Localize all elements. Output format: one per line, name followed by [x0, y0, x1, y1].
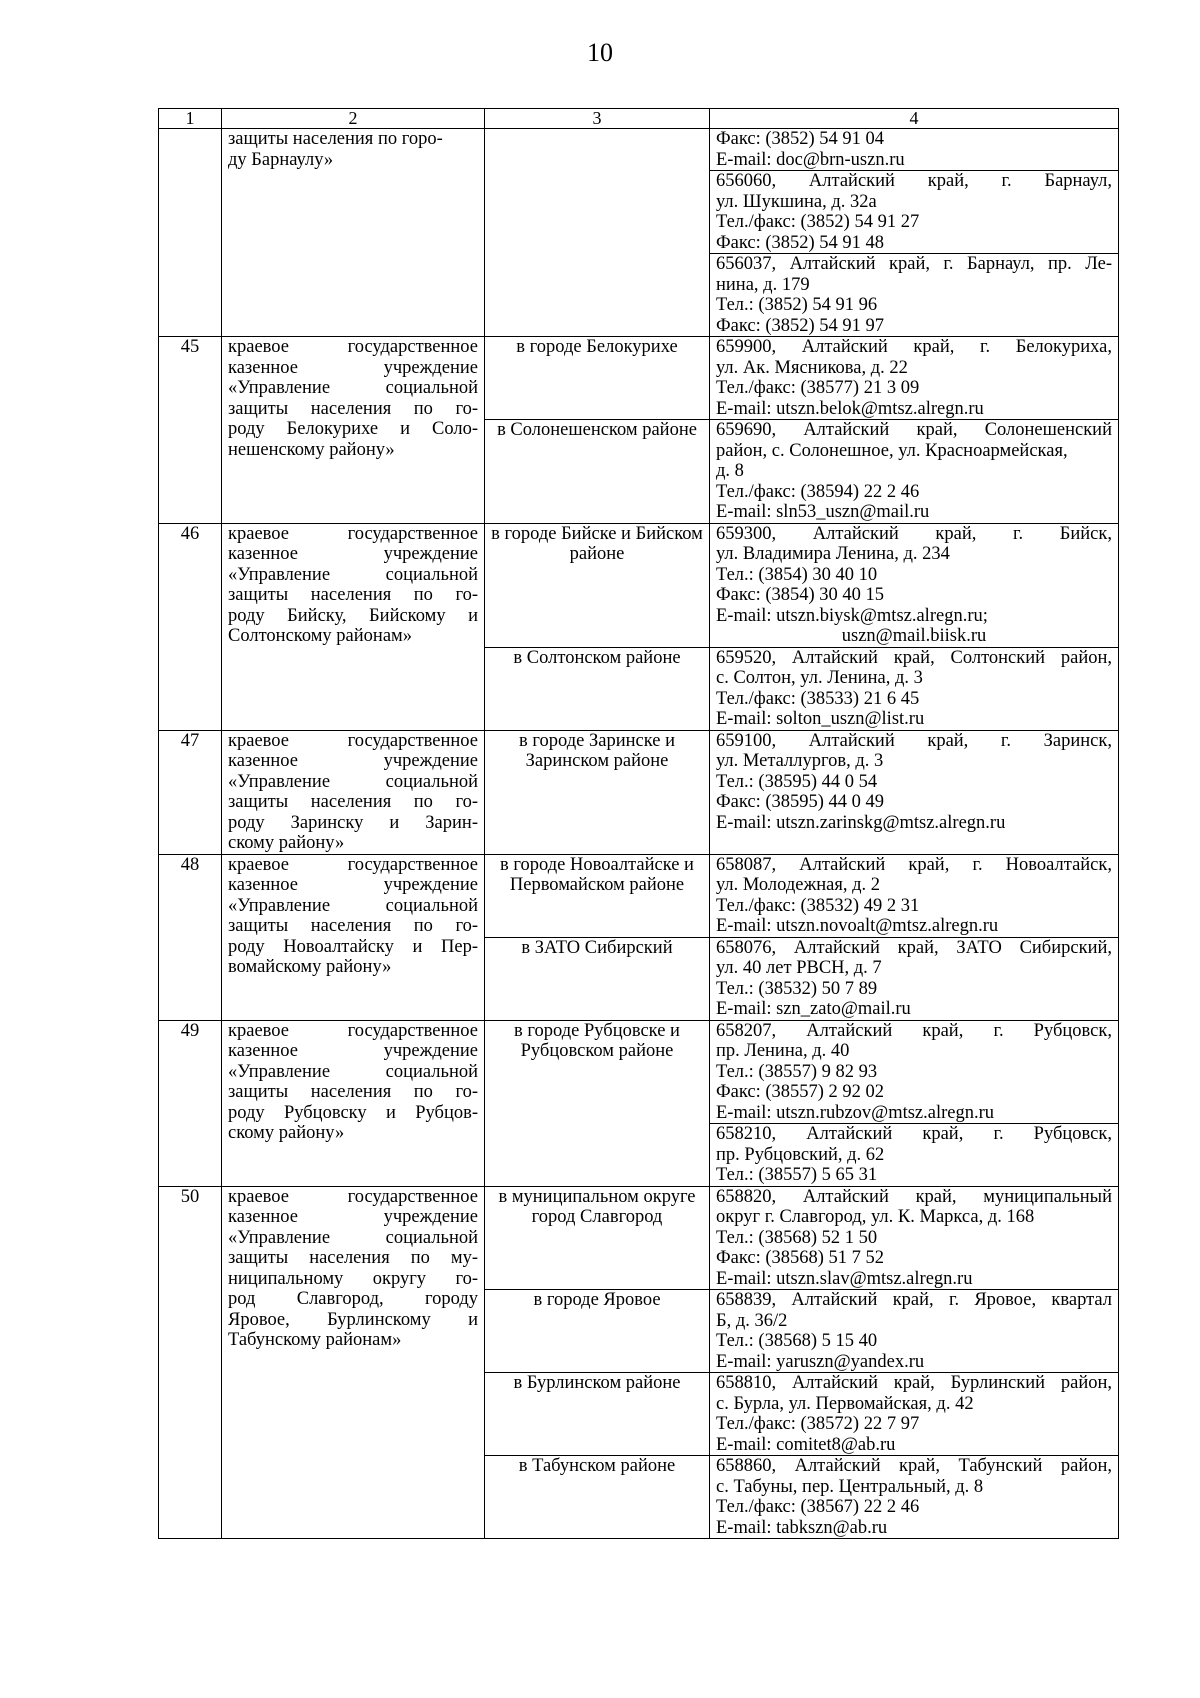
contact-line: Факс: (38557) 2 92 02: [716, 1082, 885, 1102]
contact-line: с. Бурла, ул. Первомайская, д. 42: [716, 1393, 974, 1414]
institution-name-line: защиты населения по го-: [228, 398, 478, 419]
institution-name-line: защиты населения по го-: [228, 916, 478, 936]
institution-name-line: ду Барнаулу»: [228, 149, 334, 170]
contact-line: ул. Шукшина, д. 32а: [716, 191, 877, 212]
contact-line: 658820, Алтайский край, муниципальный: [716, 1186, 1112, 1207]
institution-name-line: защиты населения по го-: [228, 792, 478, 812]
contact-address: [710, 1456, 1119, 1539]
institution-name-line: защиты населения по го-: [228, 585, 478, 605]
contact-line: E-mail: yaruszn@yandex.ru: [716, 1351, 925, 1372]
institution-name-line: скому району»: [228, 1123, 345, 1143]
service-area: в городе Яровое: [485, 1290, 710, 1373]
institution-name-line: скому району»: [228, 833, 345, 853]
service-area: в Бурлинском районе: [485, 1373, 710, 1456]
institution-name: [222, 854, 485, 1020]
contact-line: ул. Молодежная, д. 2: [716, 875, 881, 895]
institution-name-line: Солтонскому районам»: [228, 626, 412, 646]
row-number: 50: [159, 1186, 222, 1539]
contact-address: [710, 647, 1119, 730]
contact-address: [710, 1290, 1119, 1373]
institution-name-line: «Управление социальной: [228, 378, 478, 398]
contact-line: E-mail: comitet8@ab.ru: [716, 1434, 896, 1455]
service-area: в городе Новоалтайске и Первомайском районе: [485, 854, 710, 937]
table-row: [159, 523, 1119, 647]
contact-line: с. Табуны, пер. Центральный, д. 8: [716, 1476, 984, 1497]
institution-name-line: краевое государственное: [228, 1186, 478, 1207]
contact-line: Тел.: (38568) 52 1 50: [716, 1227, 878, 1248]
contact-address: [710, 1020, 1119, 1124]
institution-name-line: «Управление социальной: [228, 895, 478, 916]
row-number: 49: [159, 1020, 222, 1186]
contact-address: [710, 854, 1119, 937]
service-area: в Солтонском районе: [485, 647, 710, 730]
institution-name: [222, 1020, 485, 1186]
institution-name-line: казенное учреждение: [228, 1041, 478, 1061]
contact-line: Факс: (38595) 44 0 49: [716, 792, 885, 812]
contact-line: Тел.: (38557) 9 82 93: [716, 1061, 878, 1082]
table-row: [159, 129, 1119, 171]
institution-name: [222, 337, 485, 524]
contact-line: 658087, Алтайский край, г. Новоалтайск,: [716, 854, 1112, 875]
contact-line: нина, д. 179: [716, 274, 810, 295]
contact-line: 659100, Алтайский край, г. Заринск,: [716, 730, 1112, 751]
contact-line: Тел./факс: (38532) 49 2 31: [716, 895, 920, 916]
institution-name-line: казенное учреждение: [228, 751, 478, 771]
service-area: в Солонешенском районе: [485, 420, 710, 524]
institution-name-line: краевое государственное: [228, 337, 478, 357]
table-row: [159, 1020, 1119, 1124]
contact-line: Тел.: (3852) 54 91 96: [716, 295, 878, 315]
service-area: в городе Заринске и Заринском районе: [485, 730, 710, 854]
institution-name: [222, 129, 485, 337]
institution-name-line: роду Рубцовску и Рубцов-: [228, 1102, 478, 1123]
contact-line: E-mail: utszn.slav@mtsz.alregn.ru: [716, 1268, 973, 1289]
contact-line: Факс: (38568) 51 7 52: [716, 1248, 885, 1268]
service-area: в ЗАТО Сибирский: [485, 937, 710, 1020]
contact-line: 659520, Алтайский край, Солтонский район,: [716, 647, 1112, 668]
service-area: в муниципальном округе город Славгород: [485, 1186, 710, 1290]
column-header: 2: [222, 109, 485, 129]
institution-name-line: «Управление социальной: [228, 1227, 478, 1248]
contact-line: Тел.: (38595) 44 0 54: [716, 771, 878, 792]
contact-line: Тел.: (38568) 5 15 40: [716, 1331, 878, 1351]
institution-name-line: вомайскому району»: [228, 957, 392, 977]
table-row: [159, 730, 1119, 854]
contact-line: 659690, Алтайский край, Солонешенский: [716, 420, 1112, 440]
contact-line: 658210, Алтайский край, г. Рубцовск,: [716, 1124, 1112, 1144]
contact-line: 658076, Алтайский край, ЗАТО Сибирский,: [716, 937, 1112, 958]
contact-line: 658810, Алтайский край, Бурлинский район,: [716, 1373, 1112, 1393]
contact-line: 658207, Алтайский край, г. Рубцовск,: [716, 1020, 1112, 1041]
contact-line: E-mail: utszn.belok@mtsz.alregn.ru: [716, 398, 984, 419]
contact-line: Тел./факс: (38577) 21 3 09: [716, 378, 920, 398]
contact-line: ул. Владимира Ленина, д. 234: [716, 544, 950, 564]
institution-name-line: «Управление социальной: [228, 771, 478, 792]
institution-name-line: род Славгород, городу: [228, 1289, 478, 1309]
table-body: [159, 129, 1119, 1539]
contact-line: E-mail: utszn.novoalt@mtsz.alregn.ru: [716, 916, 999, 936]
table-row: [159, 337, 1119, 420]
institution-name-line: защиты населения по му-: [228, 1248, 478, 1268]
contact-line: Б, д. 36/2: [716, 1310, 788, 1331]
contact-line: 658860, Алтайский край, Табунский район,: [716, 1456, 1112, 1476]
contact-line: Тел.: (3854) 30 40 10: [716, 564, 878, 585]
contact-line: Тел./факс: (38594) 22 2 46: [716, 481, 920, 502]
contact-line: ул. Металлургов, д. 3: [716, 751, 884, 771]
contact-line: Тел.: (38532) 50 7 89: [716, 978, 878, 999]
service-area: в городе Белокурихе: [485, 337, 710, 420]
contact-line: E-mail: solton_uszn@list.ru: [716, 709, 925, 729]
service-area: в Табунском районе: [485, 1456, 710, 1539]
service-area: [485, 129, 710, 337]
contact-line: округ г. Славгород, ул. К. Маркса, д. 168: [716, 1207, 1035, 1227]
contact-line: Тел./факс: (38572) 22 7 97: [716, 1414, 920, 1434]
contact-line: E-mail: tabkszn@ab.ru: [716, 1517, 888, 1538]
contact-line: E-mail: utszn.biysk@mtsz.alregn.ru;: [716, 605, 988, 626]
contact-line: Факс: (3852) 54 91 04: [716, 129, 885, 149]
institution-name-line: роду Бийску, Бийскому и: [228, 605, 478, 626]
service-area: в городе Бийске и Бийском районе: [485, 523, 710, 647]
institution-name-line: защиты населения по горо-: [228, 129, 443, 149]
row-number: [159, 129, 222, 337]
contact-line: E-mail: sln53_uszn@mail.ru: [716, 502, 930, 522]
contact-address: [710, 337, 1119, 420]
contact-line: 658839, Алтайский край, г. Яровое, квартал: [716, 1290, 1112, 1310]
contact-line: Факс: (3854) 30 40 15: [716, 585, 885, 605]
row-number: 46: [159, 523, 222, 730]
institution-name-line: Яровое, Бурлинскому и: [228, 1309, 478, 1330]
contact-address: [710, 1186, 1119, 1290]
contact-line: E-mail: szn_zato@mail.ru: [716, 999, 911, 1019]
contact-line: с. Солтон, ул. Ленина, д. 3: [716, 668, 923, 688]
contact-line: 659300, Алтайский край, г. Бийск,: [716, 523, 1112, 544]
contact-address: [710, 523, 1119, 647]
contact-address: [710, 171, 1119, 254]
institution-name-line: защиты населения по го-: [228, 1082, 478, 1102]
table-row: [159, 1186, 1119, 1290]
contact-address: [710, 937, 1119, 1020]
contact-line: Факс: (3852) 54 91 97: [716, 315, 885, 336]
institution-name: [222, 523, 485, 730]
contact-line: E-mail: doc@brn-uszn.ru: [716, 149, 905, 170]
contact-line: E-mail: utszn.zarinskg@mtsz.alregn.ru: [716, 812, 1006, 833]
contact-line: Тел./факс: (38567) 22 2 46: [716, 1497, 920, 1517]
institution-name-line: казенное учреждение: [228, 357, 478, 378]
institution-name-line: роду Белокурихе и Соло-: [228, 419, 478, 439]
header-row: [159, 109, 1119, 129]
institution-name-line: Табунскому районам»: [228, 1330, 402, 1350]
contact-line: Тел./факс: (3852) 54 91 27: [716, 212, 920, 232]
contact-line: 656037, Алтайский край, г. Барнаул, пр. Ле-: [716, 254, 1112, 274]
institution-name-line: нешенскому району»: [228, 439, 395, 460]
institution-name-line: «Управление социальной: [228, 564, 478, 585]
row-number: 48: [159, 854, 222, 1020]
column-header: 1: [159, 109, 222, 129]
contact-line: E-mail: utszn.rubzov@mtsz.alregn.ru: [716, 1102, 995, 1123]
contact-address: [710, 254, 1119, 337]
institution-name-line: казенное учреждение: [228, 1207, 478, 1227]
row-number: 45: [159, 337, 222, 524]
institution-name: [222, 730, 485, 854]
contact-line: ул. Ак. Мясникова, д. 22: [716, 357, 908, 378]
contact-line: ул. 40 лет РВСН, д. 7: [716, 958, 882, 978]
contact-address: [710, 129, 1119, 171]
institution-name-line: краевое государственное: [228, 854, 478, 875]
contact-address: [710, 1124, 1119, 1187]
service-area: в городе Рубцовске и Рубцовском районе: [485, 1020, 710, 1186]
column-header: 4: [710, 109, 1119, 129]
institution-name-line: роду Новоалтайску и Пер-: [228, 936, 478, 957]
contact-line: uszn@mail.biisk.ru: [841, 626, 987, 646]
contact-line: Факс: (3852) 54 91 48: [716, 232, 885, 253]
row-number: 47: [159, 730, 222, 854]
contact-address: [710, 1373, 1119, 1456]
institution-name-line: краевое государственное: [228, 1020, 478, 1041]
institution-name: [222, 1186, 485, 1539]
contact-line: пр. Ленина, д. 40: [716, 1041, 850, 1061]
contact-line: Тел./факс: (38533) 21 6 45: [716, 688, 920, 709]
page-number: 10: [587, 38, 613, 67]
institution-name-line: казенное учреждение: [228, 544, 478, 564]
contact-line: Тел.: (38557) 5 65 31: [716, 1165, 878, 1185]
contact-line: пр. Рубцовский, д. 62: [716, 1144, 885, 1165]
contact-line: 656060, Алтайский край, г. Барнаул,: [716, 171, 1112, 191]
contact-line: д. 8: [716, 461, 744, 481]
institution-name-line: казенное учреждение: [228, 875, 478, 895]
institutions-table: [158, 108, 1119, 1539]
contact-address: [710, 730, 1119, 854]
institution-name-line: краевое государственное: [228, 730, 478, 751]
institution-name-line: краевое государственное: [228, 523, 478, 544]
institution-name-line: «Управление социальной: [228, 1061, 478, 1082]
institution-name-line: роду Заринску и Зарин-: [228, 812, 478, 833]
institution-name-line: ниципальному округу го-: [228, 1268, 478, 1289]
contact-line: район, с. Солонешное, ул. Красноармейская,: [716, 440, 1068, 461]
table-row: [159, 854, 1119, 937]
column-header: 3: [485, 109, 710, 129]
contact-line: 659900, Алтайский край, г. Белокуриха,: [716, 337, 1112, 357]
contact-address: [710, 420, 1119, 524]
